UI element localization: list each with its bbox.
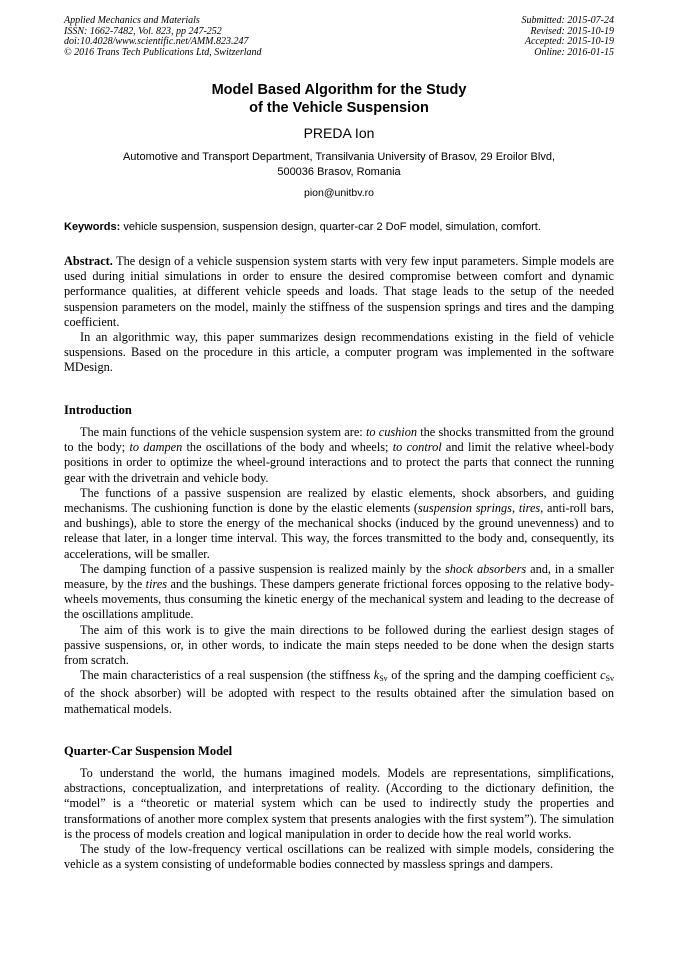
abstract-paragraph-2: In an algorithmic way, this paper summarizes design recommendations existing in the field of vehicle suspensions. Based on the procedure in this article, a computer program was implemented in the software MDesign. [64, 330, 614, 375]
accepted-date: Accepted: 2015-10-19 [524, 36, 614, 47]
author-email: pion@unitbv.ro [303, 187, 374, 199]
keywords-label: Keywords: [64, 221, 121, 233]
quarter-car-paragraph-1: To understand the world, the humans imagined models. Models are representations, simplifications, abstractions, conceptualization, and interpretations of reality. (According to the dictionary definition, the “model” is a “theoretic or material system which can be used to indirectly study the properties and transformations of another more complex system that presents analogies with the first system”). The simulation is the process of models creation and logical manipulation in order to decide how the real world works. [64, 766, 614, 841]
affiliation-line-1: Automotive and Transport Department, Transilvania University of Brasov, 29 Eroilor Blvd, [122, 151, 556, 163]
publication-info [64, 16, 262, 58]
quarter-car-heading: Quarter-Car Suspension Model [64, 744, 233, 758]
dates-info [522, 16, 615, 58]
issn-line: ISSN: 1662-7482, Vol. 823, pp 247-252 [64, 25, 222, 37]
introduction-heading: Introduction [64, 403, 132, 417]
revised-date: Revised: 2015-10-19 [530, 25, 614, 37]
paper-title [64, 81, 614, 117]
journal-name: Applied Mechanics and Materials [64, 15, 200, 26]
abstract-label: Abstract. [64, 254, 113, 268]
affiliation [64, 150, 614, 180]
quarter-car-paragraph-2: The study of the low-frequency vertical oscillations can be realized with simple models, considering the vehicle as a system consisting of undeformable bodies connected by massless springs and dampers. [64, 842, 614, 872]
title-line-1: Model Based Algorithm for the Study [211, 82, 467, 98]
quarter-car-section [64, 766, 614, 872]
introduction-section [64, 425, 614, 717]
doi-line: doi:10.4028/www.scientific.net/AMM.823.247 [64, 36, 249, 47]
author-name: PREDA Ion [303, 125, 375, 141]
intro-paragraph-1: The main functions of the vehicle suspension system are: to cushion the shocks transmitted from the ground to the body; to dampen the oscillations of the body and wheels; to control and limit the relative wheel-body positions in order to optimize the wheel-ground interactions and to protect the parts that connect the running gear with the drivetrain and vehicle body. [64, 425, 615, 485]
intro-paragraph-3: The damping function of a passive suspension is realized mainly by the shock absorbers and, in a smaller measure, by the tires and the bushings. These dampers generate frictional forces opposing to the relative body-wheels movements, thus consuming the kinetic energy of the mechanical system and leading to the decrease of the oscillations amplitude. [64, 561, 615, 622]
affiliation-line-2: 500036 Brasov, Romania [277, 166, 401, 178]
submitted-date: Submitted: 2015-07-24 [521, 15, 614, 26]
copyright-line: © 2016 Trans Tech Publications Ltd, Switzerland [64, 46, 262, 58]
keywords [64, 220, 614, 234]
intro-paragraph-5: The main characteristics of a real suspension (the stiffness $k_{Sv}$ of the spring and the damping coefficient $c_{Sv}$ of the shock absorber) will be adopted with respect to the results obtained after the simulation based on mathematical models. [64, 668, 614, 716]
abstract-paragraph-1: Abstract. The design of a vehicle suspension system starts with very few input parameters. Simple models are used during initial simulations in order to ensure the desired compromise between comfort and dynamic performance qualities, at different vehicle speeds and loads. That stage leads to the setup of the needed suspension parameters on the model, mainly the stiffness of the suspension springs and tires and the damping coefficient. [64, 254, 614, 329]
intro-paragraph-4: The aim of this work is to give the main directions to be followed during the earliest design stages of passive suspensions, or, in other words, to indicate the main steps needed to be done when the design starts from scratch. [64, 622, 614, 668]
keywords-text: vehicle suspension, suspension design, quarter-car 2 DoF model, simulation, comfort. [123, 221, 541, 233]
title-line-2: of the Vehicle Suspension [249, 100, 429, 116]
intro-paragraph-2: The functions of a passive suspension are realized by elastic elements, shock absorbers, and guiding mechanisms. The cushioning function is done by the elastic elements (suspension springs, tires, anti-roll bars, and bushings), able to store the energy of the mechanical shocks (induced by the ground unevenness) and to release that later, in a longer time interval. This way, the forces transmitted to the body and, consequently, its accelerations, will be smaller. [64, 485, 614, 561]
online-date: Online: 2016-01-15 [534, 46, 614, 58]
abstract [64, 254, 614, 376]
